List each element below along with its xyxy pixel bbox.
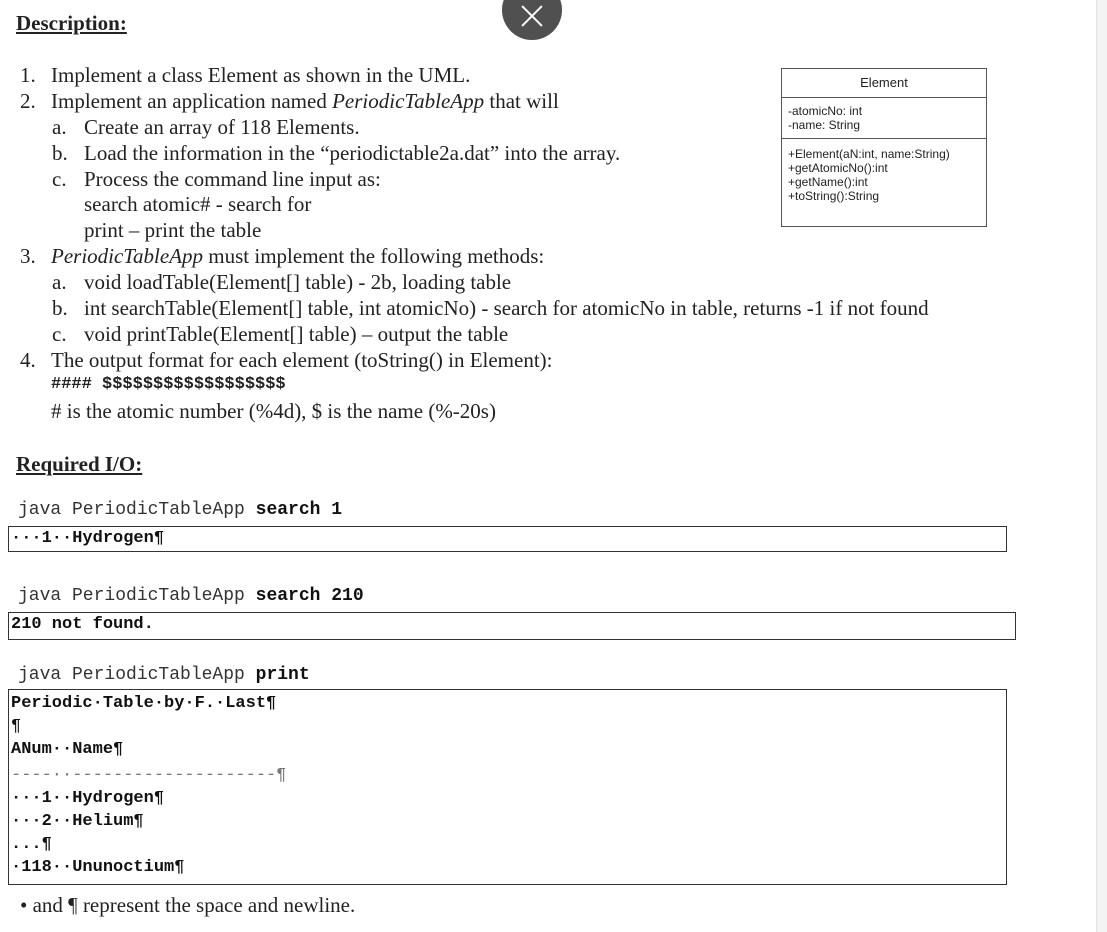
output-line: Periodic·Table·by·F.·Last¶ xyxy=(11,694,277,713)
list-item: 1. Implement a class Element as shown in the UML. xyxy=(20,63,471,87)
uml-attribute: -name: String xyxy=(788,118,861,132)
command-line: java PeriodicTableApp search 1 xyxy=(18,500,343,520)
output-line: ANum··Name¶ xyxy=(11,740,124,759)
list-item: 3. PeriodicTableApp must implement the following methods: xyxy=(20,244,545,268)
uml-attributes xyxy=(782,98,986,138)
list-item: b. int searchTable(Element[] table, int atomicNo) - search for atomicNo in table, returns -1 if not found xyxy=(52,296,929,320)
list-item: search atomic# - search for xyxy=(84,192,312,216)
uml-class-diagram xyxy=(781,68,987,227)
list-item: c. void printTable(Element[] table) – output the table xyxy=(52,322,509,346)
uml-methods xyxy=(782,138,986,207)
list-item: c. Process the command line input as: xyxy=(52,167,381,191)
uml-method: +getName():int xyxy=(788,175,868,189)
format-pattern: #### $$$$$$$$$$$$$$$$$$ xyxy=(51,375,286,394)
output-box xyxy=(8,526,1007,552)
uml-class-name: Element xyxy=(782,69,986,98)
list-item: a. Create an array of 118 Elements. xyxy=(52,115,360,139)
uml-attribute: -atomicNo: int xyxy=(788,104,863,118)
list-item: print – print the table xyxy=(84,218,262,242)
output-line: 210 not found. xyxy=(11,615,154,634)
scrollbar-track[interactable] xyxy=(1096,0,1107,932)
output-line: ¶ xyxy=(11,717,22,736)
output-line: ----··--------------------¶ xyxy=(11,766,287,785)
command-line: java PeriodicTableApp print xyxy=(18,665,310,685)
io-heading: Required I/O: xyxy=(16,452,143,476)
output-box xyxy=(8,612,1016,640)
command-line: java PeriodicTableApp search 210 xyxy=(18,586,364,606)
output-box xyxy=(8,689,1007,885)
uml-method: +getAtomicNo():int xyxy=(788,161,888,175)
uml-method: +Element(aN:int, name:String) xyxy=(788,147,950,161)
uml-method: +toString():String xyxy=(788,189,880,203)
output-line: ···2··Helium¶ xyxy=(11,812,144,831)
format-explanation: # is the atomic number (%4d), $ is the name (%-20s) xyxy=(51,399,496,423)
list-item: 2. Implement an application named PeriodicTableApp that will xyxy=(20,89,559,113)
footer-note: • and ¶ represent the space and newline. xyxy=(20,893,356,917)
list-item: a. void loadTable(Element[] table) - 2b, loading table xyxy=(52,270,512,294)
output-line: ...¶ xyxy=(11,835,52,854)
output-line: ···1··Hydrogen¶ xyxy=(11,789,165,808)
list-item: 4. The output format for each element (toString() in Element): xyxy=(20,348,553,372)
description-heading: Description: xyxy=(16,11,127,35)
close-icon[interactable] xyxy=(502,0,562,40)
output-line: ···1··Hydrogen¶ xyxy=(11,529,165,548)
list-item: b. Load the information in the “periodictable2a.dat” into the array. xyxy=(52,141,621,165)
output-line: ·118··Ununoctium¶ xyxy=(11,858,185,877)
